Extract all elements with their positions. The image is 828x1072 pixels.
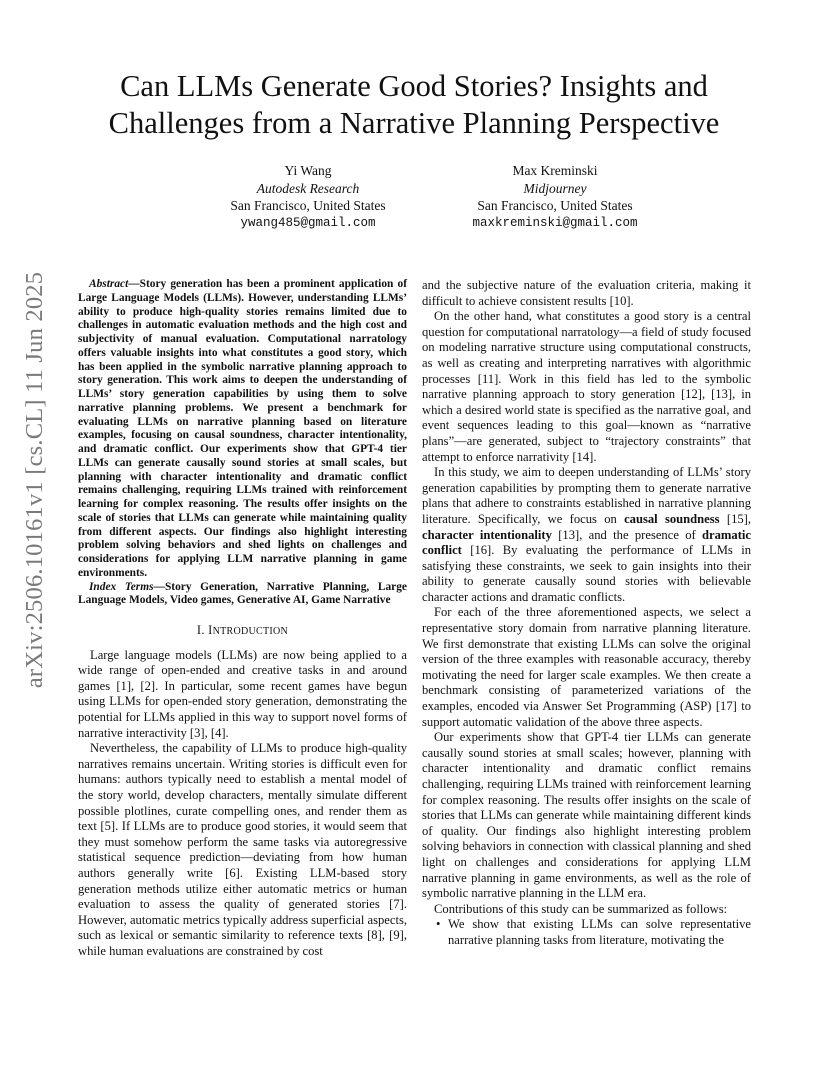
right-column (422, 278, 751, 949)
left-column (78, 278, 407, 959)
p3-text-d: [13], and the presence of (551, 527, 703, 542)
p3-text-e: [16]. By evaluating the performance of LLMs in satisfying these constraints, we seek to gain insights into their ability to generate causally sound stories with believable character actions and dramatic conflicts. (422, 543, 751, 604)
author-block-1 (178, 162, 438, 232)
author-location: San Francisco, United States (230, 198, 386, 213)
list-item: • We show that existing LLMs can solve representative narrative planning tasks from literature, motivating the (422, 917, 751, 948)
right-paragraph-2: On the other hand, what constitutes a good story is a central question for computational narratology—a field of study focused on modeling narrative structure using computational constructs, as well as creating and interpreting narratives with algorithmic processes [11]. Work in this field has led to the symbolic narrative planning approach to story generation [12], [13], in which a desired world state is specified as the narrative goal, and event sequences leading to this goal—known as “narrative plans”—are generated, subject to “trajectory constraints” that attempt to enforce narrativity [14]. (422, 309, 751, 464)
author-affiliation: Midjourney (523, 180, 587, 196)
author-location: San Francisco, United States (477, 198, 633, 213)
section-heading-introduction (78, 623, 407, 640)
author-email: maxkreminski@gmail.com (472, 215, 638, 230)
contributions-list (422, 917, 751, 948)
author-email: ywang485@gmail.com (240, 215, 376, 230)
right-paragraph-6: Contributions of this study can be summarized as follows: (434, 901, 728, 916)
paper-title: Can LLMs Generate Good Stories? Insights and Challenges from a Narrative Planning Perspective (108, 69, 720, 140)
p3-bold-character-intentionality: character intentionality (422, 527, 552, 542)
abstract (78, 278, 407, 581)
p3-bold-dramatic-conflict: dramatic conflict (422, 527, 751, 558)
arxiv-identifier-text: arXiv:2506.10161v1 [cs.CL] 11 Jun 2025 (21, 271, 49, 689)
author-block-2 (425, 162, 685, 232)
section-initial: I (208, 623, 213, 637)
author-affiliation: Autodesk Research (256, 180, 360, 196)
right-paragraph-5: Our experiments show that GPT-4 tier LLMs can generate causally sound stories at small scales; however, planning with character intentionality and dramatic conflict remains challenging, requiring LLMs trained with reinforcement learning for complex reasoning. The results offer insights on the scale of stories that LLMs can generate while maintaining different kinds of quality. Our findings also highlight interesting problem solving behaviors in connection with classical planning and shed light on challenges and considerations for applying LLM narrative planning in game environments, as well as the role of symbolic narrative planning in the LLM era. (422, 730, 751, 901)
index-terms-dash: — (153, 580, 165, 593)
abstract-lead: Abstract (89, 278, 129, 290)
section-numeral: I. (196, 623, 209, 637)
index-terms-text: Story Generation, Narrative Planning, Large Language Models, Video games, Generative AI, Game Narrative (78, 580, 407, 607)
abstract-dash: — (128, 278, 140, 290)
author-name: Yi Wang (284, 163, 332, 178)
intro-paragraph-2: Nevertheless, the capability of LLMs to produce high-quality narratives remains uncertain. Writing stories is difficult even for humans: authors typically need to establish a mental model of the story world, develop characters, mentally simulate different possible plotlines, curate compelling ones, and render them as text [5]. If LLMs are to produce good stories, it would seem that they must somehow perform the same tasks via autoregressive statistical sequence prediction—deviating from how human authors generally write [6]. Existing LLM-based story generation methods utilize either automatic metrics or human evaluation to assess the quality of generated stories [7]. However, automatic metrics typically address superficial aspects, such as lexical or semantic similarity to reference texts [8], [9], while human evaluations are constrained by cost (78, 741, 407, 958)
intro-paragraph-1: Large language models (LLMs) are now being applied to a wide range of open-ended and creative tasks in and around games [1], [2]. In particular, some recent games have begun using LLMs for open-ended story generation, demonstrating the potential for LLMs applied in this way to support novel forms of narrative interactivity [3], [4]. (78, 647, 407, 740)
index-terms (78, 581, 407, 609)
abstract-text: Story generation has been a prominent application of Large Language Models (LLMs). However, understanding LLMs’ ability to produce high-quality stories remains limited due to challenges in automatic evaluation methods and the high cost and subjectivity of manual evaluation. Computational narratology offers valuable insights into what constitutes a good story, which has been applied in the symbolic narrative planning approach to story generation. This work aims to deepen the understanding of LLMs’ story generation capabilities by using them to solve narrative planning problems. We present a benchmark for evaluating LLMs on narrative planning based on literature examples, focusing on causal soundness, character intentionality, and dramatic conflict. Our experiments show that GPT-4 tier LLMs can generate causally sound stories at small scales, but planning with character intentionality and dramatic conflict remains challenging, requiring LLMs trained with reinforcement learning for complex reasoning. The results offer insights on the scale of stories that LLMs can generate while maintaining quality from different aspects. Our findings also highlight interesting problem solving behaviors and shed lights on challenges and considerations for applying LLM narrative planning in game environments. (78, 278, 407, 579)
section-rest: NTRODUCTION (212, 626, 289, 637)
right-paragraph-3 (422, 465, 751, 605)
p3-text-a: In this study, we aim to deepen understanding of LLMs’ story generation capabilities by prompting them to generate narrative plans that adhere to constraints established in narrative planning literature. Specifically, we focus on (422, 465, 751, 526)
right-paragraph-1: and the subjective nature of the evaluation criteria, making it difficult to achieve consistent results [10]. (422, 278, 751, 308)
p3-text-c: [15], (719, 511, 752, 526)
index-terms-lead: Index Terms (89, 580, 154, 593)
p3-bold-causal-soundness: causal soundness (624, 511, 720, 526)
author-name: Max Kreminski (512, 163, 598, 178)
arxiv-identifier (10, 271, 60, 689)
right-paragraph-4: For each of the three aforementioned aspects, we select a representative story domain from narrative planning literature. We first demonstrate that existing LLMs can solve the original version of the three examples with reasonable accuracy, thereby motivating the need for larger scale examples. We then create a benchmark consisting of parameterized variations of the examples, encoded via Answer Set Programming (ASP) [17] to support automatic validation of the above three aspects. (422, 605, 751, 729)
